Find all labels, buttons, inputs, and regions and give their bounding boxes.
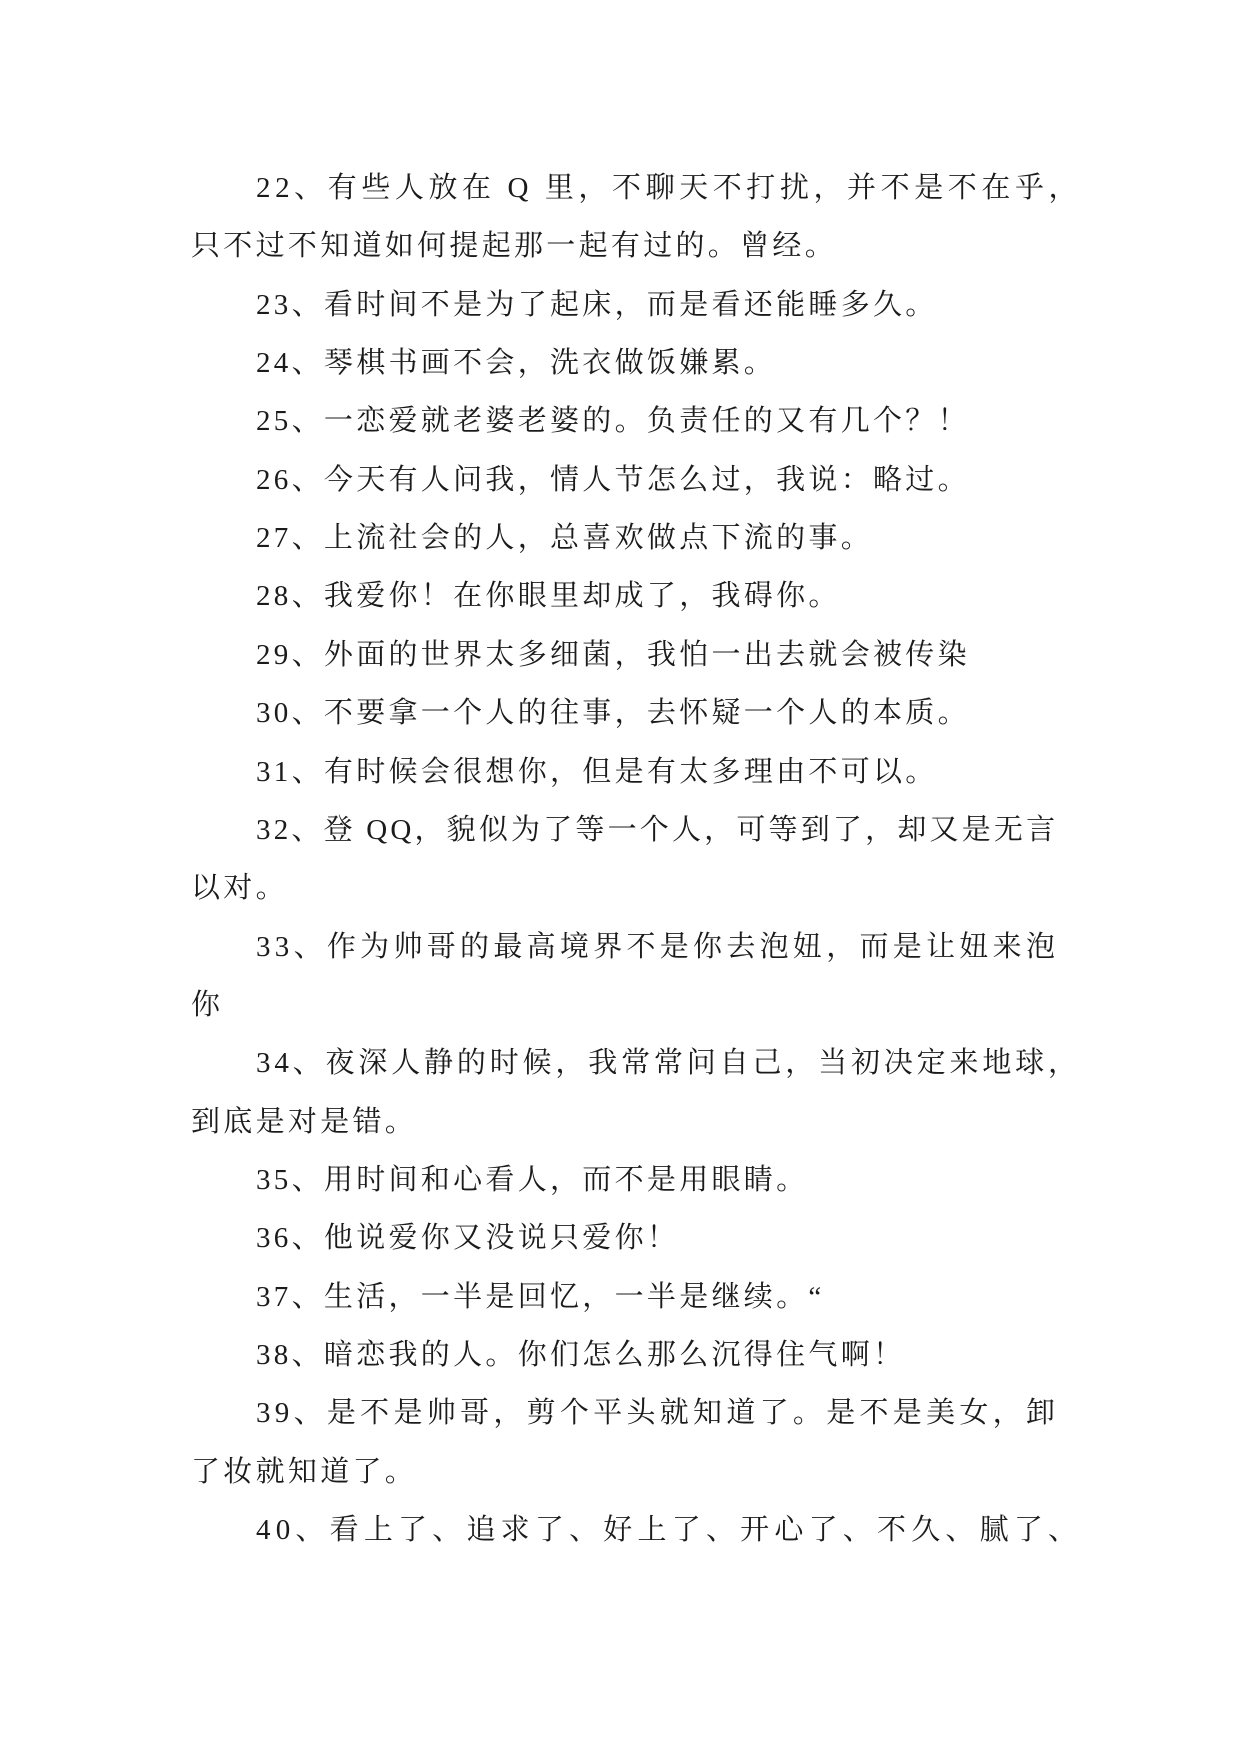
item-line: 到底是对是错。: [191, 1106, 418, 1138]
item-line: 36、他说爱你又没说只爱你！: [256, 1222, 680, 1254]
item-line: 40、看上了、追求了、好上了、开心了、不久、腻了、: [256, 1514, 1083, 1546]
item-line: 22、有些人放在 Q 里，不聊天不打扰，并不是不在乎，: [256, 172, 1083, 204]
item-line: 26、今天有人问我，情人节怎么过，我说：略过。: [256, 464, 970, 496]
item-line: 以对。: [191, 872, 288, 904]
item-line: 35、用时间和心看人，而不是用眼睛。: [256, 1164, 809, 1196]
item-line: 只不过不知道如何提起那一起有过的。曾经。: [191, 230, 838, 262]
item-line: 24、琴棋书画不会，洗衣做饭嫌累。: [256, 347, 777, 379]
item-line: 33、作为帅哥的最高境界不是你去泡妞，而是让妞来泡: [256, 931, 1060, 963]
item-line: 38、暗恋我的人。你们怎么那么沉得住气啊！: [256, 1339, 906, 1371]
item-line: 了妆就知道了。: [191, 1456, 418, 1488]
item-line: 37、生活，一半是回忆，一半是继续。“: [256, 1281, 825, 1313]
item-line: 30、不要拿一个人的往事，去怀疑一个人的本质。: [256, 697, 970, 729]
item-line: 28、我爱你！在你眼里却成了，我碍你。: [256, 580, 841, 612]
item-line: 32、登 QQ，貌似为了等一个人，可等到了，却又是无言: [256, 814, 1059, 846]
item-line: 23、看时间不是为了起床，而是看还能睡多久。: [256, 289, 938, 321]
item-line: 25、一恋爱就老婆老婆的。负责任的又有几个？！: [256, 405, 970, 437]
item-line: 你: [191, 989, 224, 1021]
item-line: 27、上流社会的人，总喜欢做点下流的事。: [256, 522, 874, 554]
item-line: 29、外面的世界太多细菌，我怕一出去就会被传染: [256, 639, 970, 671]
item-line: 39、是不是帅哥，剪个平头就知道了。是不是美女，卸: [256, 1397, 1060, 1429]
item-line: 34、夜深人静的时候，我常常问自己，当初决定来地球，: [256, 1047, 1081, 1079]
item-line: 31、有时候会很想你，但是有太多理由不可以。: [256, 756, 938, 788]
